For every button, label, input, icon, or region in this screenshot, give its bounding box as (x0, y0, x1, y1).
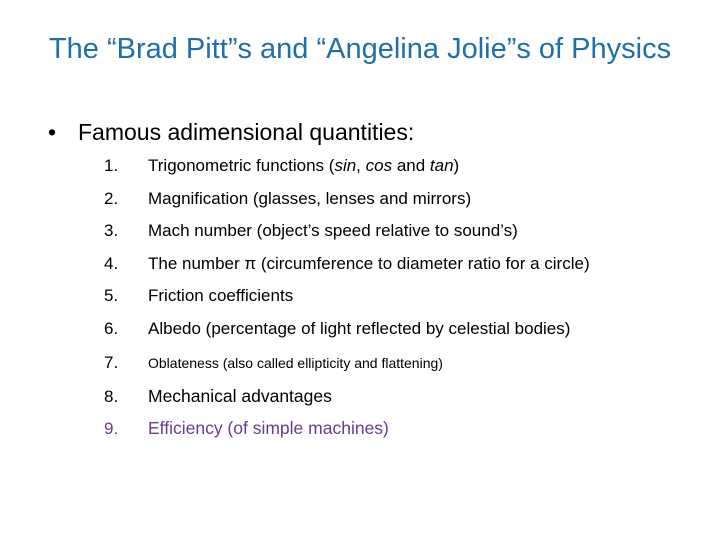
item-text: Albedo (percentage of light reflected by celestial bodies) (148, 318, 571, 338)
item-text: Friction coefficients (148, 286, 294, 306)
item-number: 7. (104, 352, 119, 372)
item-number: 2. (104, 188, 119, 208)
item-text-sin: sin (334, 156, 357, 175)
list-item (104, 150, 704, 183)
item-number: 9. (104, 419, 119, 439)
quantities-list (104, 150, 704, 445)
item-text: Efficiency (of simple machines) (148, 418, 389, 439)
list-item (104, 313, 704, 346)
item-text: Oblateness (also called ellipticity and flattening) (148, 354, 443, 371)
item-text-tan: tan (429, 156, 454, 175)
item-number: 5. (104, 286, 119, 306)
item-text: Magnification (glasses, lenses and mirrors) (148, 188, 472, 208)
item-text (148, 150, 459, 183)
slide-title: The “Brad Pitt”s and “Angelina Jolie”s of Physics (48, 33, 672, 65)
item-number: 1. (104, 156, 119, 175)
list-item (104, 183, 704, 216)
list-item (104, 346, 704, 380)
item-text-cos: cos (365, 156, 393, 175)
item-number: 8. (104, 386, 119, 406)
item-text: The number π (circumference to diameter ratio for a circle) (148, 253, 590, 273)
list-item (104, 215, 704, 248)
item-text-part: Trigonometric functions ( (148, 156, 335, 175)
item-text-sep: and (392, 156, 430, 175)
bullet-heading (48, 116, 688, 148)
item-text-sep: , (356, 156, 366, 175)
bullet-text: Famous adimensional quantities: (78, 119, 415, 145)
item-text: Mechanical advantages (148, 385, 332, 406)
item-number: 3. (104, 221, 119, 241)
list-item (104, 412, 704, 445)
item-text-part: ) (453, 156, 460, 175)
list-item (104, 248, 704, 281)
list-item (104, 280, 704, 313)
item-number: 4. (104, 253, 119, 273)
bullet-marker: • (48, 119, 57, 145)
item-number: 6. (104, 318, 119, 338)
item-text: Mach number (object’s speed relative to sound’s) (148, 221, 518, 241)
list-item (104, 380, 704, 413)
